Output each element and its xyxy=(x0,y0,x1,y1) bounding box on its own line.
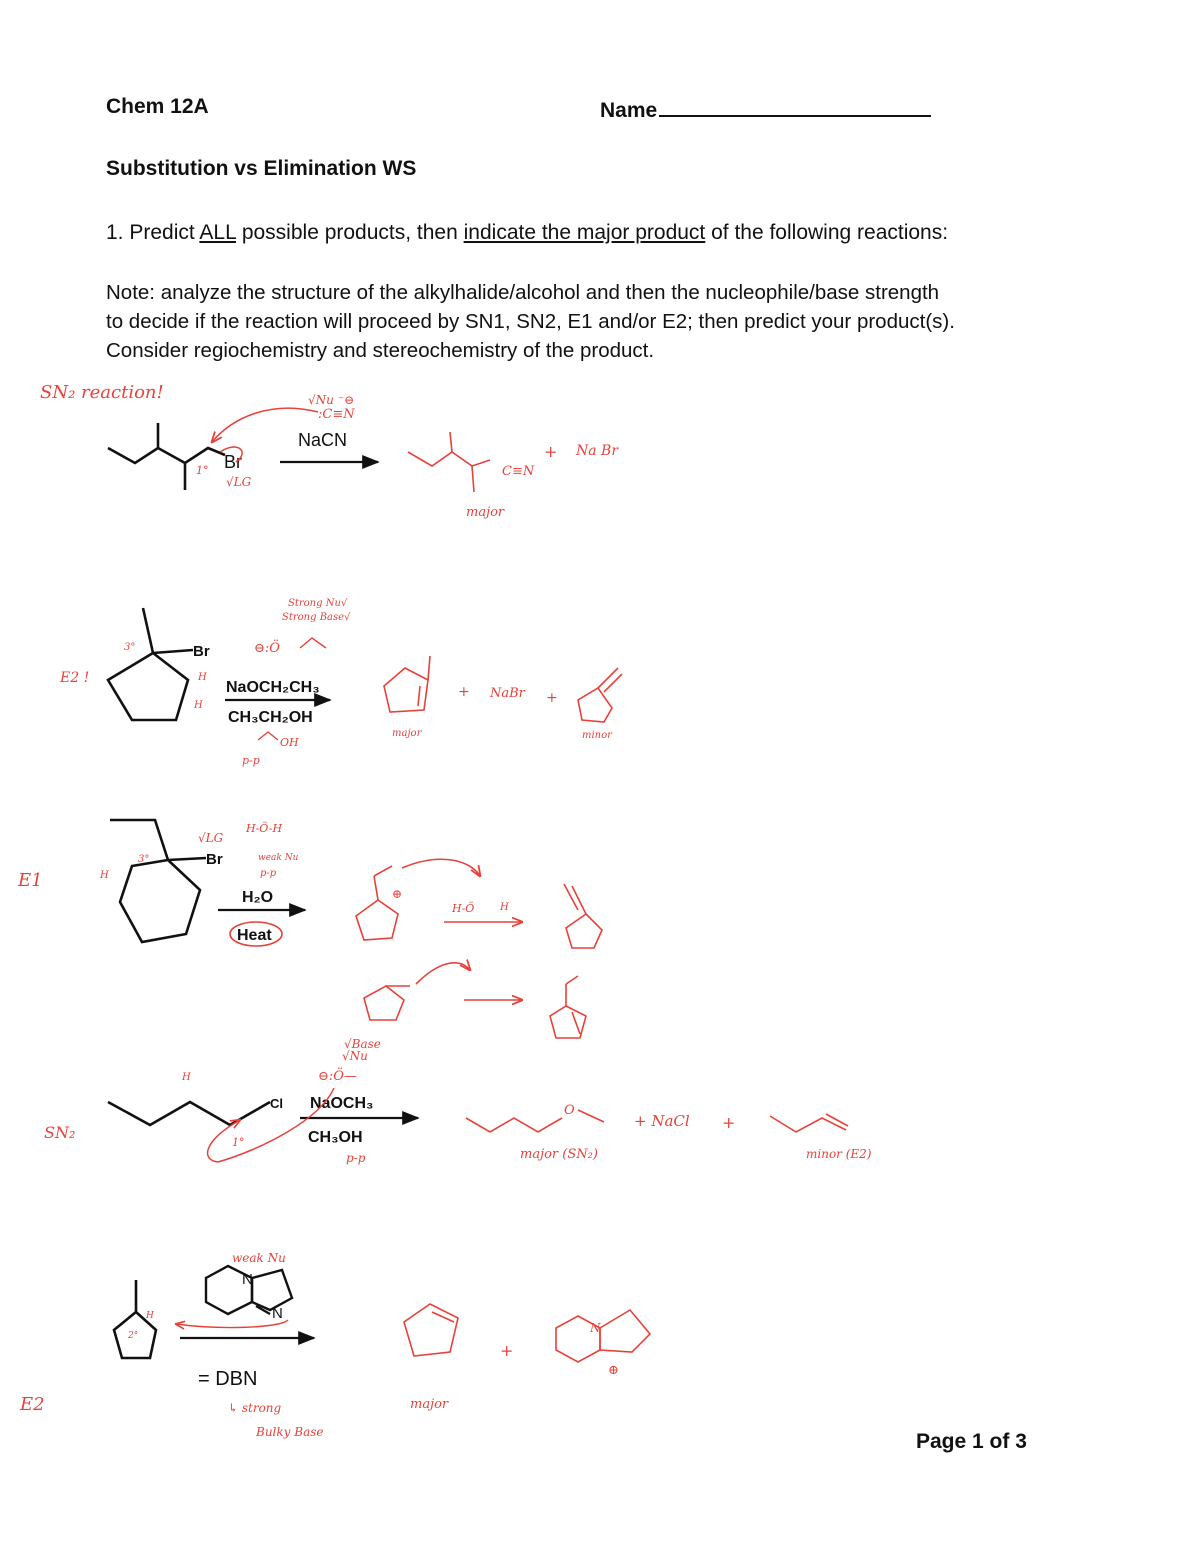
r5-bulky-note: Bulky Base xyxy=(256,1425,324,1439)
r5-degree: 2° xyxy=(128,1331,139,1341)
r5-major-label: major xyxy=(410,1397,449,1412)
dbn-label: = DBN xyxy=(198,1368,258,1390)
question-instructions: 1. Predict ALL possible products, then indicate the major product of the following reactions: xyxy=(106,221,949,244)
r5-charge: ⊕ xyxy=(608,1363,619,1378)
r4-minor-label: minor (E2) xyxy=(806,1147,872,1161)
r1-major-label: major xyxy=(466,505,505,520)
r4-pp: p-p xyxy=(346,1151,366,1165)
r2-product-minor xyxy=(578,668,622,722)
r2-leaving-group: Br xyxy=(193,643,210,660)
r2-hydrogen-2: H xyxy=(194,700,203,711)
r2-ethyl-tail xyxy=(300,638,326,648)
r1-product-branch-1 xyxy=(450,432,452,452)
reaction-5-annotations xyxy=(19,1251,650,1439)
emphasis-major: indicate the major product xyxy=(463,221,706,244)
r3-degree: 3° xyxy=(138,854,150,865)
r1-mechanism-note: SN₂ reaction! xyxy=(40,382,164,403)
r2-hydrogen-1: H xyxy=(198,672,207,683)
r2-substrate-ring xyxy=(108,608,193,720)
r2-plus-2: + xyxy=(546,690,558,706)
r4-leaving-group: Cl xyxy=(270,1096,283,1111)
r2-minor-label: minor xyxy=(582,730,612,741)
reaction-1-annotations xyxy=(40,382,619,520)
r1-leaving-group: Br xyxy=(224,452,242,472)
r3-product-2 xyxy=(550,976,586,1038)
reaction-2-annotations xyxy=(59,598,622,767)
r1-product-skeleton xyxy=(408,452,490,466)
r4-product-minor xyxy=(770,1114,848,1132)
note-line-1: Note: analyze the structure of the alkylhalide/alcohol and then the nucleophile/base strength xyxy=(106,281,940,304)
r1-plus: + xyxy=(544,442,558,461)
r2-strong-base: Strong Base√ xyxy=(282,612,351,623)
course-title: Chem 12A xyxy=(106,95,209,118)
note-line-3: Consider regiochemistry and stereochemistry of the product. xyxy=(106,339,655,362)
r5-hydrogen: H xyxy=(146,1311,154,1321)
r2-degree: 3° xyxy=(124,642,136,653)
r4-plus: + xyxy=(722,1113,736,1132)
r2-solvent-tail xyxy=(258,732,278,740)
r4-methyl xyxy=(578,1110,604,1122)
r1-nuc-check: √Nu ⁻⊖ xyxy=(308,393,355,407)
r3-mechanism-note: E1 xyxy=(18,870,43,891)
r3-weak-nu: weak Nu xyxy=(258,853,299,863)
r4-reagent-top: NaOCH₃ xyxy=(310,1095,374,1112)
worksheet-title: Substitution vs Elimination WS xyxy=(106,157,417,180)
r4-degree: 1° xyxy=(232,1136,245,1149)
r4-nu-check: √Nu xyxy=(342,1049,368,1063)
emphasis-all: ALL xyxy=(199,221,236,244)
r3-product-1 xyxy=(564,884,602,948)
r4-base-check: √Base xyxy=(344,1037,381,1051)
r4-base: ⊖:Ö— xyxy=(318,1069,357,1084)
r5-plus: + xyxy=(500,1341,514,1360)
reaction-4 xyxy=(108,1095,418,1146)
r2-base: ⊖:Ö xyxy=(254,641,280,656)
r4-reagent-bottom: CH₃OH xyxy=(308,1129,363,1146)
r2-reagent-bottom: CH₃CH₂OH xyxy=(228,709,313,726)
dbn-n1: N xyxy=(242,1271,253,1288)
name-label: Name xyxy=(600,99,658,122)
r2-pp: p-p xyxy=(242,754,260,767)
r3-reagent-bottom: Heat xyxy=(237,927,272,944)
r3-lg-check: √LG xyxy=(198,831,224,845)
r2-product-major xyxy=(384,656,430,712)
r4-product-major xyxy=(466,1118,562,1132)
r2-mechanism-note: E2 ! xyxy=(60,670,90,686)
r3-carbocation-2 xyxy=(364,963,470,1020)
r3-cation-charge: ⊕ xyxy=(392,887,403,901)
r5-strong-note: ↳ strong xyxy=(228,1401,282,1415)
r5-product-n: N xyxy=(590,1321,601,1335)
dbn-n2: N xyxy=(272,1305,283,1322)
page-number: Page 1 of 3 xyxy=(916,1430,1027,1453)
r3-substrate-ring xyxy=(110,820,206,942)
r2-plus-1: + xyxy=(458,684,470,700)
r1-reagent: NaCN xyxy=(298,430,348,450)
r3-water: H-Ö-H xyxy=(246,822,283,835)
r4-hydrogen: H xyxy=(182,1072,191,1083)
r3-hydrogen-2: H xyxy=(500,902,509,913)
r1-nitrile: C≡N xyxy=(502,464,535,479)
r5-mechanism-note: E2 xyxy=(20,1394,45,1415)
r3-reagent-top: H₂O xyxy=(242,889,274,906)
r5-product-alkene xyxy=(404,1304,458,1356)
r2-solvent: OH xyxy=(280,736,299,749)
reaction-4-annotations xyxy=(44,1037,872,1165)
r2-reagent-top: NaOCH₂CH₃ xyxy=(226,679,320,696)
reaction-5 xyxy=(114,1266,314,1390)
r4-mechanism-note: SN₂ xyxy=(44,1123,76,1142)
r3-carbocation-1 xyxy=(356,859,480,940)
r1-product-branch-2 xyxy=(472,466,474,492)
r3-leaving-group: Br xyxy=(206,851,223,868)
r1-substrate-skeleton xyxy=(108,423,225,490)
r2-strong-nu: Strong Nu√ xyxy=(288,598,348,609)
r1-degree: 1° xyxy=(196,464,209,477)
reaction-3-annotations xyxy=(17,821,602,1038)
r1-lg-check: √LG xyxy=(226,475,252,489)
r3-pp: p-p xyxy=(260,868,277,879)
r5-product-dbnh xyxy=(556,1310,650,1362)
r1-salt: Na Br xyxy=(576,443,619,459)
reaction-2 xyxy=(108,608,330,726)
r4-oxygen: O xyxy=(564,1103,575,1118)
r2-major-label: major xyxy=(392,728,422,739)
r5-weak-nu: weak Nu xyxy=(232,1251,286,1265)
r1-nucleophile: :C≡N xyxy=(318,407,355,422)
r3-water-2: H-Ö xyxy=(452,902,475,915)
r3-hydrogen: H xyxy=(100,870,109,881)
note-line-2: to decide if the reaction will proceed by SN1, SN2, E1 and/or E2; then predict your product(s). xyxy=(106,310,955,333)
r4-major-label: major (SN₂) xyxy=(520,1147,598,1162)
r4-substrate-chain xyxy=(108,1102,270,1125)
r4-salt: + NaCl xyxy=(634,1112,690,1130)
r2-salt: NaBr xyxy=(490,686,525,701)
